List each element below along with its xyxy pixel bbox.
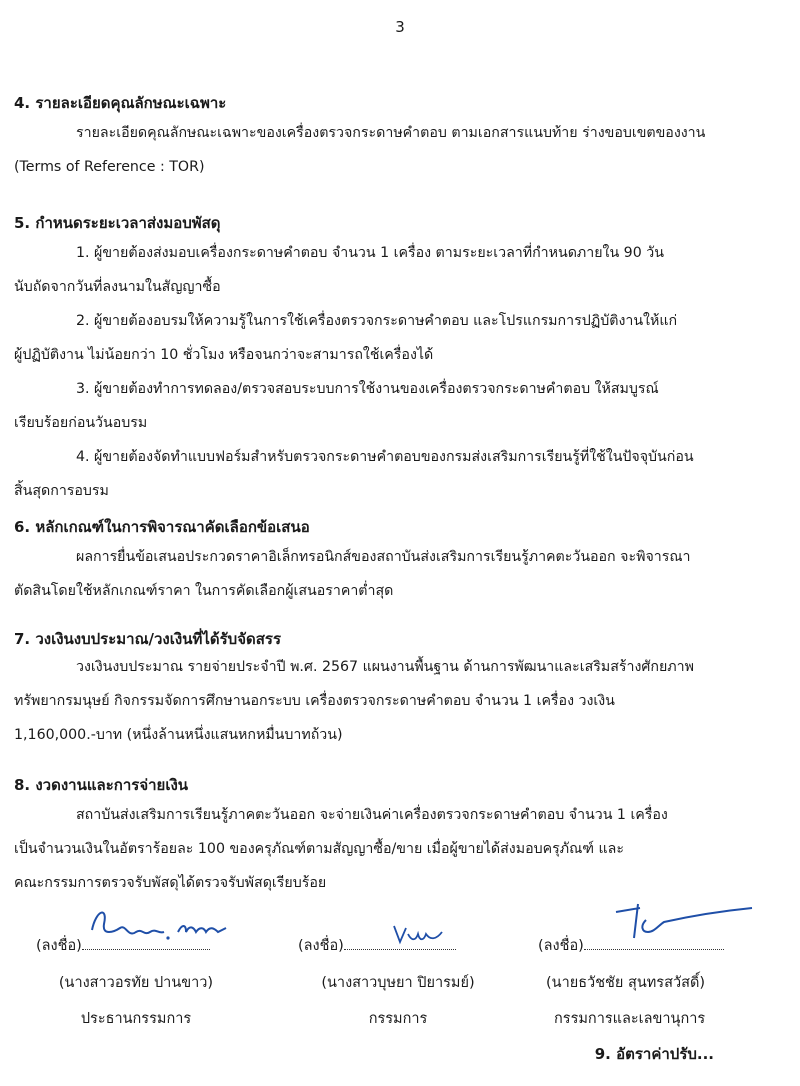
- section-5-item-4-line-2: สิ้นสุดการอบรม: [14, 483, 109, 499]
- continuation-note: 9. อัตราค่าปรับ...: [594, 1045, 714, 1063]
- section-5-item-3-line-1: 3. ผู้ขายต้องทำการทดลอง/ตรวจสอบระบบการใช้งานของเครื่องตรวจกระดาษคำตอบ ให้สมบูรณ์: [76, 381, 659, 397]
- section-8: [14, 774, 740, 796]
- handwritten-signature-chair: [86, 902, 236, 952]
- section-7-line-2: ทรัพยากรมนุษย์ กิจกรรมจัดการศึกษานอกระบบ เครื่องตรวจกระดาษคำตอบ จำนวน 1 เครื่อง วงเงิน: [14, 693, 615, 709]
- section-5-heading: 5. กำหนดระยะเวลาส่งมอบพัสดุ: [14, 214, 221, 232]
- section-5-body: [14, 236, 740, 508]
- section-5-item-2-line-1: 2. ผู้ขายต้องอบรมให้ความรู้ในการใช้เครื่องตรวจกระดาษคำตอบ และโปรแกรมการปฏิบัติงานให้แก่: [76, 313, 678, 329]
- sign-label: (ลงชื่อ): [36, 938, 82, 954]
- section-4-line-2: (Terms of Reference : TOR): [14, 159, 205, 175]
- section-6-line-2: ตัดสินโดยใช้หลักเกณฑ์ราคา ในการคัดเลือกผู้เสนอราคาต่ำสุด: [14, 583, 394, 599]
- section-8-line-1: สถาบันส่งเสริมการเรียนรู้ภาคตะวันออก จะจ่ายเงินค่าเครื่องตรวจกระดาษคำตอบ จำนวน 1 เครื่อง: [76, 807, 668, 823]
- signer-name: (นางสาวอรทัย ปานขาว): [58, 975, 214, 991]
- signer-role: ประธานกรรมการ: [80, 1011, 192, 1027]
- handwritten-signature-member: [390, 918, 450, 950]
- handwritten-signature-secretary: [612, 898, 758, 948]
- section-6-line-1: ผลการยื่นข้อเสนอประกวดราคาอิเล็กทรอนิกส์ของสถาบันส่งเสริมการเรียนรู้ภาคตะวันออก จะพิจารณา: [76, 549, 691, 565]
- section-4: [14, 92, 740, 114]
- section-6-body: [14, 540, 740, 608]
- section-7: [14, 628, 740, 650]
- section-5-item-1-line-2: นับถัดจากวันที่ลงนามในสัญญาซื้อ: [14, 279, 221, 295]
- signature-block-secretary: [538, 934, 758, 1030]
- page-number: 3: [395, 18, 405, 36]
- section-7-heading: 7. วงเงินงบประมาณ/วงเงินที่ได้รับจัดสรร: [14, 630, 281, 648]
- section-7-line-3: 1,160,000.-บาท (หนึ่งล้านหนึ่งแสนหกหมื่นบาทถ้วน): [14, 727, 343, 743]
- section-8-line-3: คณะกรรมการตรวจรับพัสดุได้ตรวจรับพัสดุเรียบร้อย: [14, 875, 327, 891]
- signer-role: กรรมการและเลขานุการ: [554, 1011, 706, 1027]
- section-5-item-4-line-1: 4. ผู้ขายต้องจัดทำแบบฟอร์มสำหรับตรวจกระดาษคำตอบของกรมส่งเสริมการเรียนรู้ที่ใช้ในปัจจุบันก่อน: [76, 449, 694, 465]
- signer-name: (นายธวัชชัย สุนทรสวัสดิ์): [546, 975, 706, 991]
- signer-name: (นางสาวบุษยา ปิยารมย์): [321, 975, 475, 991]
- section-5-item-1-line-1: 1. ผู้ขายต้องส่งมอบเครื่องกระดาษคำตอบ จำนวน 1 เครื่อง ตามระยะเวลาที่กำหนดภายใน 90 วัน: [76, 245, 664, 261]
- section-7-line-1: วงเงินงบประมาณ รายจ่ายประจำปี พ.ศ. 2567 แผนงานพื้นฐาน ด้านการพัฒนาและเสริมสร้างศักยภาพ: [76, 659, 694, 675]
- section-7-body: [14, 650, 740, 752]
- section-8-body: [14, 798, 740, 900]
- section-4-body: [14, 116, 740, 184]
- section-5: [14, 212, 740, 234]
- sign-label: (ลงชื่อ): [538, 938, 584, 954]
- section-8-heading: 8. งวดงานและการจ่ายเงิน: [14, 776, 189, 794]
- section-4-heading: 4. รายละเอียดคุณลักษณะเฉพาะ: [14, 94, 227, 112]
- section-4-line-1: รายละเอียดคุณลักษณะเฉพาะของเครื่องตรวจกระดาษคำตอบ ตามเอกสารแนบท้าย ร่างขอบเขตของงาน: [76, 125, 706, 141]
- section-5-item-2-line-2: ผู้ปฏิบัติงาน ไม่น้อยกว่า 10 ชั่วโมง หรือจนกว่าจะสามารถใช้เครื่องได้: [14, 347, 434, 363]
- section-8-line-2: เป็นจำนวนเงินในอัตราร้อยละ 100 ของครุภัณฑ์ตามสัญญาซื้อ/ขาย เมื่อผู้ขายได้ส่งมอบครุภัณฑ์ และ: [14, 841, 624, 857]
- sign-label: (ลงชื่อ): [298, 938, 344, 954]
- section-6: [14, 516, 740, 538]
- section-5-item-3-line-2: เรียบร้อยก่อนวันอบรม: [14, 415, 148, 431]
- signer-role: กรรมการ: [368, 1011, 428, 1027]
- section-6-heading: 6. หลักเกณฑ์ในการพิจารณาคัดเลือกข้อเสนอ: [14, 518, 310, 536]
